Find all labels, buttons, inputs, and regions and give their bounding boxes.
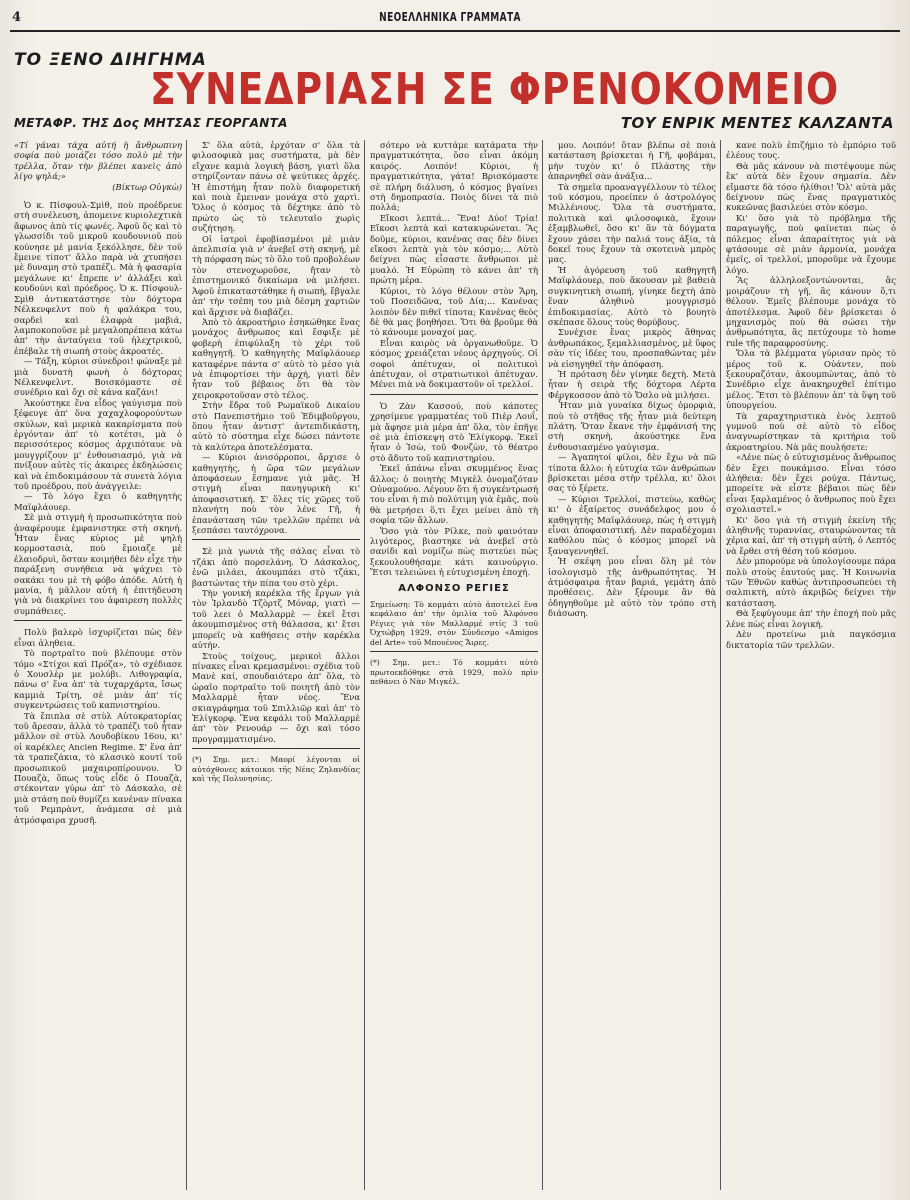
column-rule	[720, 140, 721, 1190]
paragraph: Στοὺς τοίχους, μερικοὶ ἄλλοι πίνακες εἶναι κρεμασμένοι: σχέδια τοῦ Μανὲ καί, σπουδαιότερο ἀπ' ὅλα, τὸ ὡραῖο πορτραῖτο τοῦ ποιητῆ ἀπὸ τὸν Μαλλαρμὲ ἦταν νέος. Ἕνα σκιαγράφημα τοῦ Σπιλλιῶρ καὶ ἀπ' τὸ Ἐλίγκορφ. Ἕνα κεφάλι τοῦ Μαλλαρμὲ ἀπ' τὸν Ρενουάρ — ὄχι καὶ τόσο προγραμματισμένο.	[192, 650, 360, 744]
journal-name: ΝΕΟΕΛΛΗΝΙΚΑ ΓΡΑΜΜΑΤΑ	[379, 10, 521, 24]
paragraph: — Ἀγαπητοί φίλοι, δὲν ἔχω νὰ πῶ τίποτα ἄλλο: ἡ εὐτυχία τῶν ἀνθρώπων βρίσκεται μέσα στὴν τρέλλα, κι' ὅλοι σας τὸ ξέρετε.	[548, 452, 716, 494]
text-column-4	[548, 140, 716, 1190]
running-header	[0, 8, 910, 30]
column-rule	[364, 140, 365, 1190]
paragraph: μου. Λοιπόν! ὅταν βλέπω σὲ ποιὰ κατάσταση βρίσκεται ἡ Γῆ, φοβάμαι, μὴν τυχὸν κι' ὁ Πλάστης τὴν ἀπαρνηθεῖ σὰν ἀνάξια...	[548, 140, 716, 182]
paragraph: Θὰ ξεφύγουμε ἀπ' τὴν ἐποχή ποὺ μᾶς λένε πὼς εἶναι λογική.	[726, 608, 896, 629]
text-column-3	[370, 140, 538, 1190]
paragraph: Ἡ σκέψη μου εἶναι ὅλη μὲ τὸν ἰσολογισμὸ τῆς ἀνθρωπότητας. Ἡ ἀτμόσφαιρα ἦταν βαριά, γεμάτη ἀπὸ προθέσεις. Δὲν ξέρουμε ἂν θὰ ὁδηγηθοῦμε μὲ αὐτὸ τὸν τρόπο στὴ διάσωση.	[548, 556, 716, 619]
epigraph-attribution: (Βίκτωρ Οὐγκὼ)	[112, 181, 182, 192]
column-rule	[542, 140, 543, 1190]
paragraph: Θὰ μᾶς κάνουν νὰ πιστέψουμε πὼς ἔκ' αὐτὰ δὲν ἔχουν σημασία. Δὲν εἴμαστε δὰ τόσο ἠλίθιοι! Ὅλ' αὐτὰ μᾶς δείχνουν πὼς ἕνας πραγματικὸς κυκεῶνας βασιλεύει στὸν κόσμο.	[726, 160, 896, 213]
footnote-divider	[192, 748, 360, 749]
paragraph: Κι' ὅσο γιὰ τὸ πρόβλημα τῆς παραγωγῆς, ποὺ φαίνεται πὼς ὁ πόλεμος εἶναι ἀπαραίτητος γιὰ νὰ φτάσουμε σὲ μιὰν ἀρμονία, μονάχα ἐμεῖς, οἱ τρελλοί, μποροῦμε νὰ ἔχουμε λόγο.	[726, 212, 896, 275]
paragraph: Συνέχισε ἕνας μικρὸς ἄθηνας ἀνθρωπάκος, ξεμαλλιασμένος, μὲ ὕφος σὰν τίς ἰδέες του, προσπαθώντας μὲν νὰ εἰσηγηθεῖ τὴν ἀπόφαση.	[548, 327, 716, 369]
paragraph: Οἱ ἰατροὶ ἐφοβίασμένοι μὲ μιὰν ἀπελπισία γιὰ ν' ἀνεβεῖ στὴ σκηνή, μὲ τὴ πόρφαση πὼς τὸ ὅλο τοῦ προβολέων τὸν στενοχωροῦσε, ἤταν τὸ ἐπιστημονικό δικαίωμα νὰ μιλήσει. Ἀφοῦ ἐπικαταστάθηκε ἡ σιωπὴ, ἔβγαλε ἀπ' τὴν τσέπη του μιὰ δέσμη χαρτιῶν καὶ ἄρχισε νὰ διαβάζει.	[192, 233, 360, 317]
paragraph: Ἐκεῖ ἀπάνω εἶναι σκυμμένος ἕνας ἄλλος: ὁ ποιητὴς Μιγκὲλ ὀνομαζόταν Οὐναμούνο. Λέγουν ὅτι ἡ συγκέντρωσή του εἶναι ἡ πιὸ πολύτιμη γιὰ ἐμᾶς, ποὺ θὰ μετρήσει ὅ,τι ἔχει μείνει ἀπὸ τὴ σοφία τῶν ἄλλων.	[370, 463, 538, 526]
author-credit: ΤΟΥ ΕΝΡΙΚ ΜΕΝΤΕΣ ΚΑΛΖΑΝΤΑ	[620, 114, 894, 132]
paragraph: Ὅλα τὰ βλέμματα γύρισαν πρὸς τὸ μέρος τοῦ κ. Οὐάντεν, ποὺ ξεκουραζόταν, ἀκουμπώντας, ἀπὸ τὸ Συνέδριο εἶχε ἀνακηρυχθεῖ ἐπίτιμο μέλος. Ἔτσι τὸ βλέπουν ἀπ' τὰ ὕψη τοῦ ὑπουργείου.	[726, 348, 896, 411]
text-column-2	[192, 140, 360, 1190]
paragraph: Κι' ὅσο γιὰ τὴ στιγμὴ ἐκείνη τῆς ἀληθινῆς τυραννίας, σταυρώνοντας τὰ χέρια καί, ἀπ' τὴ στιγμὴ αὐτὴ, ὁ Λεπτός νὰ ἔρθει στὴ θέση τοῦ κόσμου.	[726, 514, 896, 556]
section-label: ΤΟ ΞΕΝΟ ΔΙΗΓΗΜΑ	[14, 50, 207, 70]
paragraph: «Λένε πὼς ὁ εὐτυχισμένος ἄνθρωπος δὲν ἔχει πουκάμισο. Εἶναι τόσο ἀλήθεια: δὲν ἔχει ρούχα. Πάντως, μπορείτε νὰ εἶστε βέβαιοι πὼς δὲν εἶναι ξαρλαμένος ὁ ἄνθρωπος ποὺ ἔχει σχολιαστεῖ.»	[726, 452, 896, 515]
paragraph: — Τάξη, κύριοι σύνεδροι! φώναξε μὲ μιὰ δυνατὴ φωνὴ ὁ δόχτορας Νέλκενφελντ. Βοισκόμαστε σὲ συνέδριο καὶ ὄχι σὲ κάνα καζάνι!	[14, 356, 182, 398]
paragraph: Ἂς ἀλληλοεξοντώνονται, ἂς μοιράζουν τὴ γῆ, ἂς κάνουν ὅ,τι θέλουν. Ἐμεῖς βλέπουμε μονάχα τὸ ἀποτέλεσμα. Ἀφοῦ δὲν βρίσκεται ὁ μηχανισμὸς ποὺ θὰ σώσει τὴν ἀνθρωπότητα, ἂς πετύχουμε τὸ home rule τῆς παραφροσύνης.	[726, 275, 896, 348]
editorial-note: Σημείωση: Τὸ κομμάτι αὐτὸ ἀποτελεῖ ἕνα κεφάλαιο ἀπ' τὴν ὁμιλία τοῦ Ἀλφόνσο Ρέγιες γιὰ τὸν Μαλλαρμέ στίς 3 τοῦ Ὀχτώβρη 1929, στὸν Σύνδεσμο «Amigos del Arte» τοῦ Μπουένος Ἄιρες.	[370, 600, 538, 647]
paragraph: Δὲν μπορούμε νὰ ὑπολογίσουμε πάρα πολὺ στοὺς ἑαυτούς μας. Ἡ Κοινωνία τῶν Ἐθνῶν καθὼς ἀντιπροσωπεύει τὴ σαλπικτὴ, αὐτὸ ἀκριβῶς δείχνει τὴν κατάσταση.	[726, 556, 896, 608]
translator-credit: ΜΕΤΑΦΡ. ΤΗΣ Δος ΜΗΤΣΑΣ ΓΕΟΡΓΑΝΤΑ	[14, 116, 288, 130]
paragraph: Ὁ Ζὰν Κασσού, ποὺ κάποτες χρησίμευε γραμματέας τοῦ Πιὲρ Λουΐ, μὰ ἄφησε μιὰ μέρα ἀπ' ὅλα, τὸν ἐπῆγε σὲ μιὰ ἐπίσκεψη στὸ Ἐλίγκορφ. Ἐκεῖ ἦταν ὁ Ἰσὼ, τοῦ Φονζὼν, τὸ θέατρο στὸ ἄδυτο τοῦ καπνιστηρίου.	[370, 400, 538, 463]
paragraph: Τὰ χαραχτηριστικὰ ἑνὸς λεπτοῦ γυμνοῦ ποὺ σὲ αὐτὸ τὸ εἶδος ἀναγνωρίστηκαν τὰ κριτήρια τοῦ ἀκροατηρίου. Νὰ μᾶς πουλήσετε:	[726, 410, 896, 452]
paragraph: Στὴν ἔδρα τοῦ Ρωμαϊκοῦ Δικαίου στὸ Πανεπιστήμιο τοῦ Ἐδιμβοῦργου, ὅπου ἦταν ἀντιστ' ἀντεπιδικάστη, αὐτὸ τὸ σύστημα εἶχε δώσει πάντοτε τὰ καλύτερα ἀποτελέσματα.	[192, 400, 360, 452]
paragraph: Κύριοι, τὸ λόγο θέλουν στὸν Ἄρη, τοῦ Ποσειδῶνα, τοῦ Δία;... Κανένας λοιπὸν δὲν πιθεῖ τίποτα; Κανένας θεὸς δὲ θὰ μας βοηθήσει. Ὅτι θὰ βροῦμε θὰ τὸ κάνουμε μοναχοί μας.	[370, 285, 538, 338]
paragraph: Ἀκούστηκε ἕνα εἶδος γαύγισμα ποὺ ξέφευγε ἀπ' ὅνα χαχαχλοφορούντων σκύλων, καὶ μερικὰ κακαρίσματα ποὺ ἐργόνταν ἀπ' τὸ κοτέτσι, μὰ ὁ περισσότερος κόσμος ἀρχιπόταυε νὰ μουγγρίζουν μ' ἐνθουσιασμό, γιὰ νὰ πνίξουν αὐτὲς τίς ἀκαιρες ἐκδηλώσεις καὶ νὰ ἐπιδοκιμάσουν τὰ συνετὰ λόγια τοῦ προέδρου, ποὺ ἀνάγγειλε:	[14, 397, 182, 491]
column-rule	[186, 140, 187, 1190]
article-title: ΣΥΝΕΔΡΙΑΣΗ ΣΕ ΦΡΕΝΟΚΟΜΕΙΟ	[150, 64, 840, 115]
paragraph: Σὲ μιὰ γωνιὰ τῆς σάλας εἶναι τὸ τζάκι ἀπὸ πορσελάνη. Ὁ Δάσκαλος, ἐνῶ μιλάει, ἀκουμπάει στὸ τζάκι, βαστώντας τὴν πίπα του στὸ χέρι.	[192, 546, 360, 588]
paragraph: Ἡ πρόταση δὲν γίνηκε δεχτὴ. Μετὰ ἦταν ἡ σειρὰ τῆς δόχτορα Λέρτα Φέργκοσσον ἀπὸ τὸ Ὄσλο νὰ μιλήσει.	[548, 368, 716, 400]
paragraph: — Κύριοι ἀνισόρροποι, ἄρχισε ὁ καθηγητὴς, ἡ ὥρα τῶν μεγάλων ἀποφάσεων ἔσημανε γιὰ μᾶς. Ἡ στιγμὴ εἶναι πανηγυρικὴ κι' ἀποφασιστική. Σ' ὅλες τίς χῶρες τοῦ πλανήτη ποὺ τὸν λένε Γῆ, ἡ ἐπανάσταση τῶν τρελλῶν πρέπει νὰ ξεσπάσει ταυτόχρονα.	[192, 452, 360, 536]
header-rule	[10, 30, 900, 32]
paragraph: Ὁ κ. Πίσφουλ-Σμὶθ, ποὺ προέδρευε στὴ συνέλευση, ἀπομεινε κυριολεχτικὰ ἄφωνος ἀπὸ τίς φωνές. Ἀφοῦ ὅς καὶ τὸ γλωσσίδι τοῦ μικροῦ κουδουνιοῦ ποὺ κούνησε μὲ μανία ξεκόλλησε, δὲν τοῦ ἔμεινε τίποτ' ἄλλο παρὰ νὰ χτυπήσει μὲ δυναμη στὸ τραπέζι. Μὰ ἡ φασαρία μεγάλωνε κι' ἔπρεπε ν' ἀλλάξει καὶ κουδούνι καὶ πρόεδρος. Ὁ κ. Πίσφουλ-Σμὶθ ἀντικατάστησε τὸν δόχτορα Νέλκενφελντ ποὺ ἡ φαλάκρα του, σαρδεὶ καὶ ἐλαφρὰ μαβιά, λαμποκοποῦσε μὲ μεγαλοπρέπεια κάτω ἀπ' τὴν ἀνταύγεια τοῦ ἠλεχτρικοῦ, ἐπέβαλε τὴ σιωπὴ στοὺς ἀκροατές.	[14, 200, 182, 356]
paragraph: Ἀπὸ τὸ ἀκροατήριο ἐσηκώθηκε ἕνας μονάχος ἄνθρωπος καὶ ἔσφιξε μὲ φοβερὴ ἐπιφύλαξη τὸ χέρι τοῦ καθηγητῆ. Ὁ καθηγητὴς Μαϊφλάουερ καταφέρνε πάντα σ' αὐτὸ τὸ μέσο γιὰ νὰ ἐπιφορτίσει τὴν ἀρχή, γιατὶ δὲν ἦταν τοῦ βέβαιος ὅτι θὰ τὸν χειροκροτοῦσαν στὸ τέλος.	[192, 316, 360, 400]
paragraph: σότερο νὰ κυττάμε κατάματα τὴν πραγματικότητα, ὅσο εἶναι ἀκόμη καιρός. Λοιπόν! Κύριοι, ἡ πραγματικότητα, γάτα! Βρισκόμαστε σὲ πλήρη διάλυση, ὁ κόσμος βγαίνει στὴ δημοπρασία. Ποιὸς δίνει τὰ πιὸ πολλά;	[370, 140, 538, 213]
paragraph: Τὰ σημεῖα προαναγγέλλουν τὸ τέλος τοῦ κόσμου, προείπεν ὁ ἀστρολόγος Μιλλένιους. Ὅλα τὰ συστήματα, πολιτικὰ καὶ φιλοσοφικὰ, ἔχουν ἐξαμβλωθεῖ, ὅσο κι' ἂν τὰ δόγματα ἔχουν χάσει τὴν παλιά τους ἀξία, τὰ δοκεῖ τους ἔχουν τὰ σκοτεινὰ μπρὸς μας.	[548, 181, 716, 265]
paragraph: Πολὺ βαλερὸ ἰσχυρίζεται πὼς δὲν εἶναι ἀληθεια.	[14, 627, 182, 648]
paragraph: — Τὸ λόγο ἔχει ὁ καθηγητὴς Μαϊφλάουερ.	[14, 491, 182, 512]
paragraph: Εἴκοσι λεπτά... Ἕνα! Δύο! Τρία! Εἴκοσι λεπτὰ καὶ κατακυρώνεται. Ἂς δοῦμε, κύριοι, κανένας σας δὲν δίνει εἴκοσι λεπτὰ γιὰ τὸν κόσμο;... Αὐτὸ δείχνει πὼς εἶσαστε ἄνθρωποι μὲ μυαλό. Ἡ Εὐρώπη τὸ κάνει ἀπ' τὴ πρώτη μέρα.	[370, 212, 538, 286]
footnote: (*) Σημ. μετ.: Τὸ κομμάτι αὐτὸ πρωτοεκδόθηκε στὰ 1929, πολὺ πρὶν πεθάνει ὁ Νὰν Μιγκέλ.	[370, 658, 538, 686]
paragraph: Δὲν προτείνω μιὰ παγκόσμια δικτατορία τῶν τρελλῶν.	[726, 629, 896, 650]
paragraph: Ἡ ἀγόρευση τοῦ καθηγητῆ Μαϊφλάουερ, ποὺ ἄκουσαν μὲ βαθειὰ συγκινητικὴ σιωπή, γίνηκε δεχτὴ ἀπὸ ἕναν ἀληθινὸ μουγγρισμὸ ἐπιδοκιμασίας. Αὐτὸ τὸ βουητὸ σκέπασε ὅλους τοὺς θορύβους.	[548, 264, 716, 327]
text-column-1	[14, 140, 182, 1190]
paragraph: Τὰ ἔπιπλα σὲ στὺλ Αὐτοκρατορίας τοῦ ἄρεσαν, ἀλλὰ τὸ τραπέζι τοῦ ἦταν μᾶλλον σὲ στὺλ Λουδοβίκου 16ου, κι' οἱ καρέκλες Ancien Regime. Σ' ἕνα ἀπ' τὰ τραπεζάκια, τὸ κλασικὸ κουτί τοῦ προσωπικοῦ μαχαιροπίρουνου. Ὁ Πουαζὰ, ὅπως τοὺς εἶδε ὁ Πουαζὰ, στέκονταν γύρω ἀπ' τὸ Δάσκαλο, σὲ μιὰ στάση ποὺ θυμίζει κανέναν πίνακα τοῦ Ρεμπρὰντ, ἀνάμεσα σὲ μιὰ ἀτμόσφαιρα χρυσῆ.	[14, 710, 182, 825]
footnote: (*) Σημ. μετ.: Μαορί λέγονται οἱ αὐτόχθονες κάτοικοι τῆς Νέας Ζηλανδίας καὶ τῆς Πολυνησίας.	[192, 755, 360, 783]
epigraph-text: «Τί γάναι τάχα αὐτή ἡ ἄνθρωπινη σοφία ποὺ μοιάζει τόσο πολὺ μὲ τὴν τρέλλα, ὅταν τὴν βλέπει κανεὶς ἀπὸ λίγο ψηλά;»	[14, 140, 182, 182]
footnote-divider	[370, 651, 538, 652]
section-divider	[370, 394, 538, 395]
paragraph: — Κύριοι Τρελλοί, πιστεύω, καθὼς κι' ὁ ἐξαίρετος συνάδελφος μου ὁ καθηγητὴς Μαϊφλάουερ, πὼς ἡ στιγμὴ εἶναι ἀποφασιστική. Δὲν παραδέχομαι καθόλου πὼς ὁ κόσμος μπορεῖ νὰ ξαναγεννηθεῖ.	[548, 493, 716, 556]
page-number: 4	[12, 10, 22, 25]
signature: ΑΛΦΟΝΣΟ ΡΕΓΙΕΣ	[398, 582, 510, 594]
paragraph: Σὲ μιὰ στιγμὴ ἡ προσωπικότητα ποὺ ἀναφέρουμε ἐμφανιστηκε στὴ σκηνή. Ἦταν ἕνας κύριος μὲ ψηλὴ κορμοστασιὰ, ποὺ ἔμοιαζε μὲ ἐλαιοδρυὶ, ὅσταν κοιμήθει δὲν εἶχε τὴν παράξενη συνήθεια νὰ ψάχνει τὸ σακάκι του μὲ τὴ φόβο ἀπόδε. Αὐτὴ ἡ μανία, ἡ μᾶλλον αὐτὴ ἡ ἐπιτήδευση γιὰ νὰ διακρίνει του ἀφαιρεση πολλὲς συμπάθειες.	[14, 512, 182, 616]
paragraph: Σ' ὅλα αὐτὰ, ἐρχόταν σ' ὅλα τὰ φιλοσοφικὰ μας συστήματα, μὰ δὲν εἴχανε καμιὰ λογικὴ βάση, γιατὶ ὅλα στηρίζονταν πάνω σὲ ψεύτικες ἀρχές. Ἡ ἐπιστήμη ἦταν πολὺ διαφορετική καὶ ποιὰ ἔμειναν μονάχα στὸ χαρτὶ. Ὅλος ὁ κόσμος τὰ δέχτηκε ἀπὸ τὸ πρώτο ὡς τὸ τελευταῖο χωρὶς συζήτηση.	[192, 140, 360, 234]
text-column-5	[726, 140, 896, 1190]
paragraph: Τὸ πορτραῖτο ποὺ βλέπουμε στὸν τόμο «Στίχοι καὶ Πρόζα», τὸ σχέδιασε ὁ Χουσλὲρ με μολύβι. Λιθογραφία, πάνω σ' ἕνα ἀπ' τὰ τυχαρχάρτα, ἴσως καμμιὰ Τρίτη, σὲ μιὰν ἀπ' τίς συγκεντρώσεις τοῦ καπνιστηρίου.	[14, 648, 182, 711]
paragraph: Εἶναι καιρὸς νὰ ὀργανωθοῦμε. Ὁ κόσμος χρειάζεται νέους ἀρχηγούς. Οἱ σοφοὶ ἀπέτυχαν, οἱ πολιτικοὶ ἀπέτυχαν, οἱ στρατιωτικοὶ ἀπέτυχαν. Μένει πιὰ νὰ δοκιμαστοῦν οἱ τρελλοί.	[370, 337, 538, 390]
paragraph: Ἦταν μιὰ γυναίκα δίχως ὀμορφιὰ, ποὺ τὸ στῆθος τῆς ἦταν μιὰ δεύτερη πλάτη. Ὅταν ἔκανε τὴν ἐμφάνισή της στὴ σκηνὴ, ἀκούστηκε ἕνα ἐνθουσιασμένο γαύγισμα.	[548, 400, 716, 452]
paragraph: Τὴν γονική καρέκλα τῆς ἔργων γιὰ τὸν Ἰρλανδὸ Τζὸρτζ Μόναρ, γιατὶ — τοῦ λεει ὁ Μαλλαρμὲ — ἐκεῖ ἔτσι ἀκουμπισμένος στὴ θάλασσα, κι' ἔτσι μπορεῖς νὰ καθήσεις στὴν καρέκλα αὐτήν.	[192, 588, 360, 651]
section-divider	[14, 620, 182, 621]
paragraph: Ὅσο γιὰ τὸν Ρίλκε, ποὺ φαινόταν λιγότερος, βιαστηκε νὰ ἀνεβεῖ στὸ σανίδι καὶ νομίζω πὼς πιστεύει πὼς ξεκουλουθήσαμε κάτι καινούργιο. Ἔτσι τελειώνει ἡ εὐτυχισμένη ἐποχή.	[370, 525, 538, 578]
paragraph: κανε πολὺ ἐπιζήμιο τὸ ἐμπόριο τοῦ ἐλέους τους.	[726, 140, 896, 161]
section-divider	[192, 539, 360, 540]
